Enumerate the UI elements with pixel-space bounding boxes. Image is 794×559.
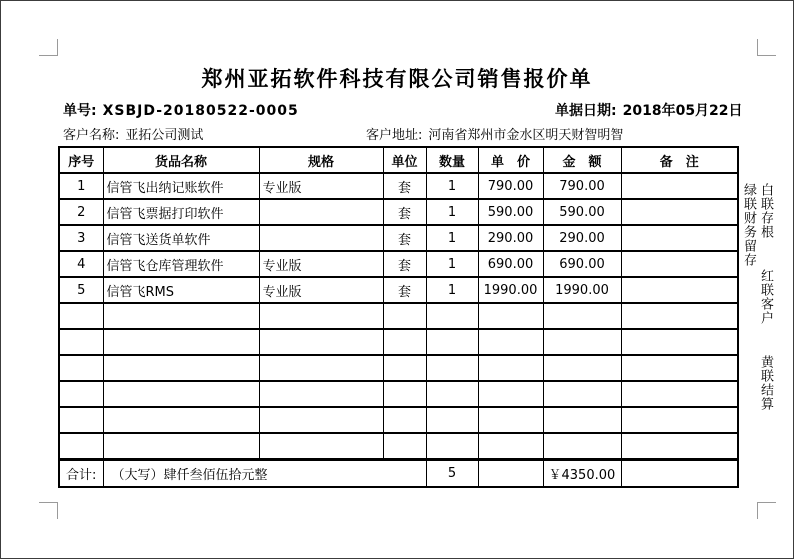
customer-name-value: 亚拓公司测试 xyxy=(125,128,204,143)
table-row xyxy=(59,225,738,251)
cell-note xyxy=(621,277,738,303)
document-date-line xyxy=(555,100,743,120)
cell-index xyxy=(59,381,103,407)
cell-index: 5 xyxy=(59,277,103,303)
cell-qty xyxy=(426,303,478,329)
cell-price xyxy=(478,329,543,355)
cell-amount xyxy=(543,433,621,459)
cell-qty xyxy=(426,355,478,381)
cell-spec xyxy=(259,407,383,433)
cell-unit xyxy=(383,303,426,329)
total-row xyxy=(59,459,738,487)
cell-amount: 290.00 xyxy=(543,225,621,251)
cell-spec xyxy=(259,303,383,329)
customer-address-line xyxy=(366,124,623,143)
total-label: 合计: xyxy=(59,459,103,487)
table-row-empty xyxy=(59,407,738,433)
cell-unit xyxy=(383,329,426,355)
cell-name xyxy=(103,303,259,329)
total-quantity: 5 xyxy=(426,459,478,487)
cell-unit xyxy=(383,355,426,381)
cell-unit xyxy=(383,381,426,407)
total-amount-in-words: （大写）肆仟叁佰伍拾元整 xyxy=(103,459,426,487)
copy-label-white-stub: 白联存根 xyxy=(758,183,773,239)
table-row xyxy=(59,199,738,225)
copy-distribution-labels xyxy=(740,183,774,473)
cell-name: 信管飞票据打印软件 xyxy=(103,199,259,225)
cell-qty xyxy=(426,433,478,459)
cell-amount xyxy=(543,329,621,355)
cell-amount xyxy=(543,355,621,381)
table-row xyxy=(59,251,738,277)
crop-mark-top-left xyxy=(39,39,58,56)
cell-price xyxy=(478,433,543,459)
cell-amount: 690.00 xyxy=(543,251,621,277)
customer-address-value: 河南省郑州市金水区明天财智明智 xyxy=(428,128,624,143)
cell-unit: 套 xyxy=(383,277,426,303)
cell-price xyxy=(478,381,543,407)
copy-label-red-customer: 红联客户 xyxy=(758,269,773,325)
cell-price xyxy=(478,303,543,329)
copy-label-yellow-settle: 黄联结算 xyxy=(758,355,773,411)
cell-qty: 1 xyxy=(426,173,478,199)
cell-price: 290.00 xyxy=(478,225,543,251)
table-header-row xyxy=(59,147,738,173)
col-header-unit: 单位 xyxy=(383,147,426,173)
col-header-note: 备 注 xyxy=(621,147,738,173)
cell-index xyxy=(59,355,103,381)
cell-price xyxy=(478,407,543,433)
cell-qty xyxy=(426,381,478,407)
total-amount: ￥4350.00 xyxy=(543,459,621,487)
cell-unit: 套 xyxy=(383,225,426,251)
cell-price: 790.00 xyxy=(478,173,543,199)
cell-index: 3 xyxy=(59,225,103,251)
crop-mark-top-right xyxy=(757,39,776,56)
cell-index: 1 xyxy=(59,173,103,199)
copy-label-green-finance: 绿联财务留存 xyxy=(741,183,756,267)
cell-note xyxy=(621,251,738,277)
cell-name: 信管飞送货单软件 xyxy=(103,225,259,251)
cell-qty: 1 xyxy=(426,277,478,303)
cell-qty xyxy=(426,407,478,433)
cell-index xyxy=(59,329,103,355)
document-date-value: 2018年05月22日 xyxy=(622,103,743,119)
cell-spec xyxy=(259,381,383,407)
cell-name xyxy=(103,433,259,459)
table-row-empty xyxy=(59,329,738,355)
cell-unit: 套 xyxy=(383,251,426,277)
cell-amount: 790.00 xyxy=(543,173,621,199)
col-header-name: 货品名称 xyxy=(103,147,259,173)
cell-note xyxy=(621,303,738,329)
cell-name xyxy=(103,329,259,355)
cell-amount xyxy=(543,303,621,329)
cell-spec xyxy=(259,329,383,355)
col-header-qty: 数量 xyxy=(426,147,478,173)
order-number-line xyxy=(63,100,299,120)
order-number-label: 单号: xyxy=(63,103,97,119)
cell-name xyxy=(103,381,259,407)
cell-qty: 1 xyxy=(426,199,478,225)
crop-mark-bottom-right xyxy=(757,502,776,519)
cell-spec xyxy=(259,199,383,225)
cell-unit xyxy=(383,407,426,433)
cell-unit: 套 xyxy=(383,199,426,225)
cell-unit xyxy=(383,433,426,459)
col-header-amount: 金 额 xyxy=(543,147,621,173)
cell-name xyxy=(103,355,259,381)
cell-note xyxy=(621,225,738,251)
cell-price: 690.00 xyxy=(478,251,543,277)
cell-price: 590.00 xyxy=(478,199,543,225)
cell-note xyxy=(621,355,738,381)
cell-price xyxy=(478,355,543,381)
cell-note xyxy=(621,381,738,407)
col-header-spec: 规格 xyxy=(259,147,383,173)
cell-note xyxy=(621,329,738,355)
cell-note xyxy=(621,173,738,199)
cell-index: 2 xyxy=(59,199,103,225)
cell-amount xyxy=(543,407,621,433)
cell-price: 1990.00 xyxy=(478,277,543,303)
cell-name xyxy=(103,407,259,433)
cell-spec: 专业版 xyxy=(259,277,383,303)
table-row xyxy=(59,173,738,199)
order-number-value: XSBJD-20180522-0005 xyxy=(102,103,299,119)
document-date-label: 单据日期: xyxy=(555,103,617,119)
col-header-index: 序号 xyxy=(59,147,103,173)
col-header-price: 单 价 xyxy=(478,147,543,173)
table-row-empty xyxy=(59,355,738,381)
crop-mark-bottom-left xyxy=(39,502,58,519)
customer-name-line xyxy=(63,124,203,143)
cell-amount: 590.00 xyxy=(543,199,621,225)
cell-spec xyxy=(259,355,383,381)
customer-address-label: 客户地址: xyxy=(366,128,423,143)
total-note-empty-cell xyxy=(621,459,738,487)
cell-note xyxy=(621,199,738,225)
cell-note xyxy=(621,407,738,433)
cell-index xyxy=(59,407,103,433)
cell-index xyxy=(59,303,103,329)
total-price-empty-cell xyxy=(478,459,543,487)
page-title: 郑州亚拓软件科技有限公司销售报价单 xyxy=(201,67,593,91)
cell-spec xyxy=(259,225,383,251)
cell-name: 信管飞出纳记账软件 xyxy=(103,173,259,199)
table-row-empty xyxy=(59,381,738,407)
cell-spec: 专业版 xyxy=(259,251,383,277)
table-row-empty xyxy=(59,303,738,329)
cell-amount xyxy=(543,381,621,407)
quotation-table xyxy=(58,146,739,488)
cell-index: 4 xyxy=(59,251,103,277)
cell-spec: 专业版 xyxy=(259,173,383,199)
cell-unit: 套 xyxy=(383,173,426,199)
cell-qty xyxy=(426,329,478,355)
cell-amount: 1990.00 xyxy=(543,277,621,303)
cell-name: 信管飞仓库管理软件 xyxy=(103,251,259,277)
cell-qty: 1 xyxy=(426,251,478,277)
cell-note xyxy=(621,433,738,459)
table-row-empty xyxy=(59,433,738,459)
cell-name: 信管飞RMS xyxy=(103,277,259,303)
cell-qty: 1 xyxy=(426,225,478,251)
cell-spec xyxy=(259,433,383,459)
table-row xyxy=(59,277,738,303)
cell-index xyxy=(59,433,103,459)
customer-name-label: 客户名称: xyxy=(63,128,120,143)
